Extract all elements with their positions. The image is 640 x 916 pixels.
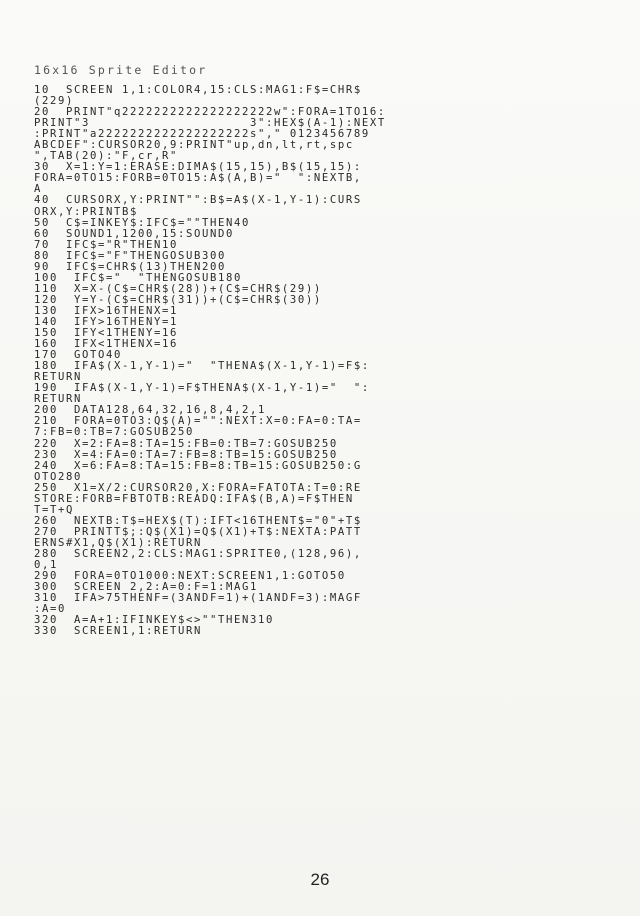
code-line: OTO280 xyxy=(34,471,82,483)
code-line: 300 SCREEN 2,2:A=0:F=1:MAG1 xyxy=(34,582,258,594)
code-line: 120 Y=Y-(C$=CHR$(31))+(C$=CHR$(30)) xyxy=(34,294,322,306)
code-line: 0,1 xyxy=(34,560,58,572)
code-line: 250 X1=X/2:CURSOR20,X:FORA=FATOTA:T=0:RE xyxy=(34,482,362,494)
code-line: A xyxy=(34,184,42,196)
code-line: RETURN xyxy=(34,372,82,384)
basic-listing xyxy=(34,85,614,637)
code-line: 220 X=2:FA=8:TA=15:FB=0:TB=7:GOSUB250 xyxy=(34,438,338,450)
code-line: 70 IFC$="R"THEN10 xyxy=(34,239,178,251)
code-line: 50 C$=INKEY$:IFC$=""THEN40 xyxy=(34,217,250,229)
code-line: 140 IFY>16THENY=1 xyxy=(34,316,178,328)
code-line: FORA=0TO15:FORB=0TO15:A$(A,B)=" ":NEXTB, xyxy=(34,173,362,185)
page-number: 26 xyxy=(310,870,330,889)
code-line: PRINT"3 3":HEX$(A-1):NEXT xyxy=(34,118,386,130)
code-line: 240 X=6:FA=8:TA=15:FB=8:TB=15:GOSUB250:G xyxy=(34,460,362,472)
code-line: 210 FORA=0TO3:Q$(A)="":NEXT:X=0:FA=0:TA= xyxy=(34,416,362,428)
code-line: 10 SCREEN 1,1:COLOR4,15:CLS:MAG1:F$=CHR$ xyxy=(34,85,362,96)
code-line: 270 PRINTT$;:Q$(X1)=Q$(X1)+T$:NEXTA:PATT xyxy=(34,526,362,538)
code-line: :PRINT"a2222222222222222222s"," 0123456789 xyxy=(34,129,370,141)
code-line: ABCDEF":CURSOR20,9:PRINT"up,dn,lt,rt,spc xyxy=(34,140,354,152)
code-line: 170 GOTO40 xyxy=(34,350,122,362)
code-line: 80 IFC$="F"THENGOSUB300 xyxy=(34,250,226,262)
code-line: 330 SCREEN1,1:RETURN xyxy=(34,626,202,638)
code-line: 180 IFA$(X-1,Y-1)=" "THENA$(X-1,Y-1)=F$: xyxy=(34,361,370,373)
code-line: 310 IFA>75THENF=(3ANDF=1)+(1ANDF=3):MAGF xyxy=(34,593,362,605)
code-line: STORE:FORB=FBTOTB:READQ:IFA$(B,A)=F$THEN xyxy=(34,493,354,505)
code-line: 30 X=1:Y=1:ERASE:DIMA$(15,15),B$(15,15): xyxy=(34,162,362,174)
listing-title: 16x16 Sprite Editor xyxy=(34,63,208,77)
code-line: T=T+Q xyxy=(34,504,74,516)
code-line: 260 NEXTB:T$=HEX$(T):IFT<16THENT$="0"+T$ xyxy=(34,515,362,527)
code-line: 190 IFA$(X-1,Y-1)=F$THENA$(X-1,Y-1)=" ": xyxy=(34,383,370,395)
code-line: 100 IFC$=" "THENGOSUB180 xyxy=(34,272,242,284)
code-line: 200 DATA128,64,32,16,8,4,2,1 xyxy=(34,405,266,417)
code-line: 40 CURSORX,Y:PRINT"":B$=A$(X-1,Y-1):CURS xyxy=(34,195,362,207)
code-line: ERNS#X1,Q$(X1):RETURN xyxy=(34,537,202,549)
code-line: RETURN xyxy=(34,394,82,406)
code-line: 150 IFY<1THENY=16 xyxy=(34,328,178,340)
code-line: 160 IFX<1THENX=16 xyxy=(34,339,178,351)
code-line: 130 IFX>16THENX=1 xyxy=(34,305,178,317)
code-line: 230 X=4:FA=0:TA=7:FB=8:TB=15:GOSUB250 xyxy=(34,449,338,461)
code-line: (229) xyxy=(34,96,74,108)
code-line: :A=0 xyxy=(34,604,66,616)
code-line: ORX,Y:PRINTB$ xyxy=(34,206,138,218)
code-line: 110 X=X-(C$=CHR$(28))+(C$=CHR$(29)) xyxy=(34,283,322,295)
code-line: 290 FORA=0TO1000:NEXT:SCREEN1,1:GOTO50 xyxy=(34,571,346,583)
code-line: 7:FB=0:TB=7:GOSUB250 xyxy=(34,427,194,439)
code-line: 280 SCREEN2,2:CLS:MAG1:SPRITE0,(128,96), xyxy=(34,548,362,560)
code-line: 60 SOUND1,1200,15:SOUND0 xyxy=(34,228,234,240)
code-line: 320 A=A+1:IFINKEY$<>""THEN310 xyxy=(34,615,274,627)
code-line: 90 IFC$=CHR$(13)THEN200 xyxy=(34,261,226,273)
code-line: 20 PRINT"q2222222222222222222w":FORA=1TO16: xyxy=(34,107,386,119)
code-line: ",TAB(20):"F,cr,R" xyxy=(34,151,178,163)
